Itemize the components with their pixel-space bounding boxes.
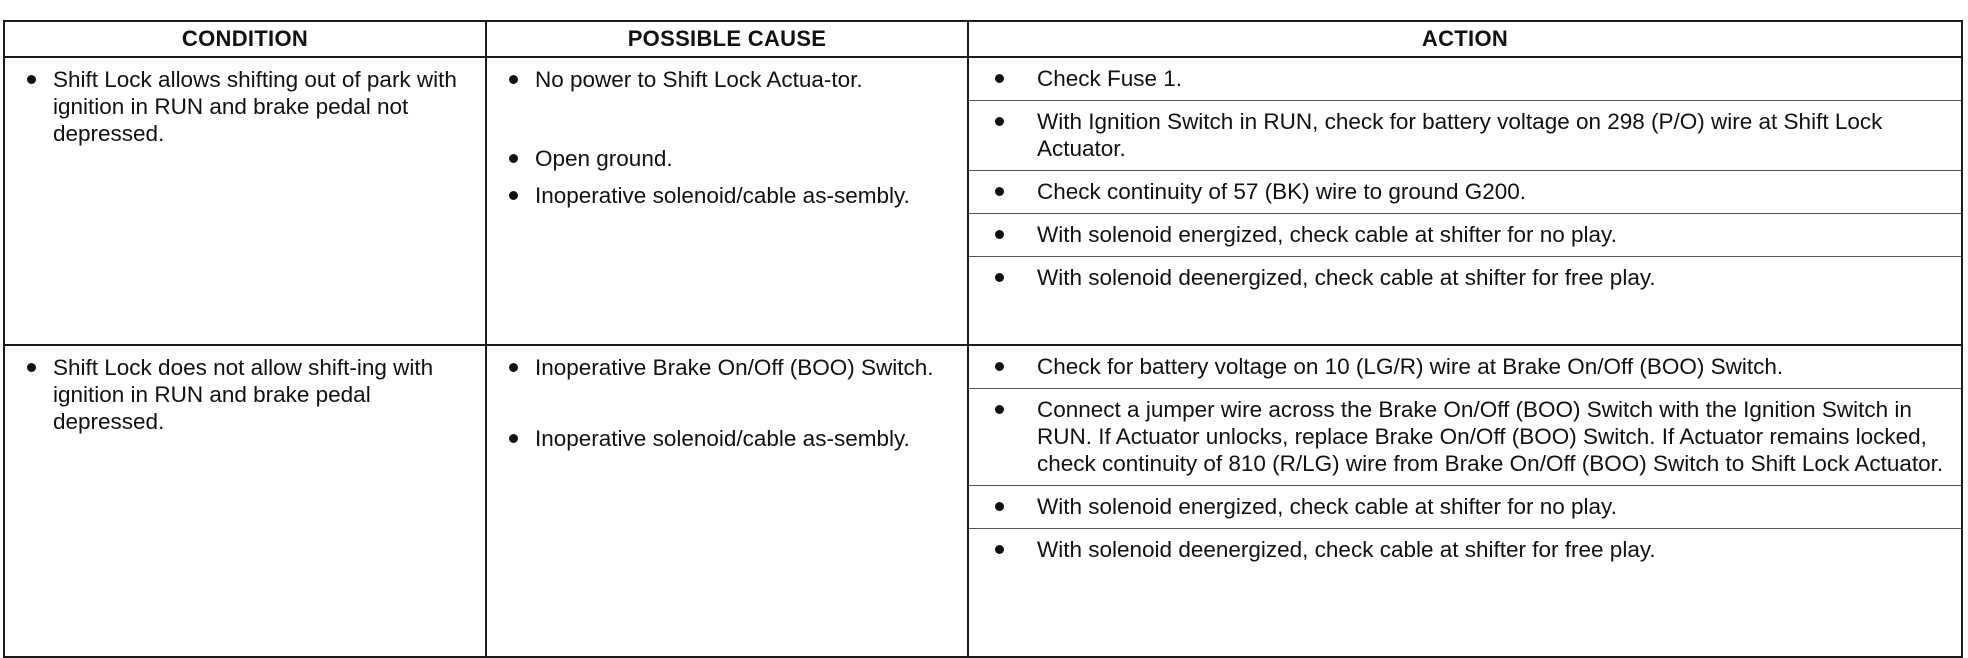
condition-item: [5, 354, 485, 435]
header-row: [4, 21, 1962, 57]
action-item: [969, 389, 1961, 486]
action-text: With solenoid energized, check cable at shifter for no play.: [1037, 222, 1617, 247]
action-cell: [968, 345, 1962, 657]
table-row: [4, 57, 1962, 345]
cause-item: [487, 425, 967, 452]
bullet-icon: [995, 117, 1004, 126]
condition-cell: [4, 57, 486, 345]
cause-item: [487, 145, 967, 172]
bullet-icon: [995, 273, 1004, 282]
action-item: [969, 58, 1961, 101]
bullet-icon: [509, 191, 518, 200]
bullet-icon: [509, 434, 518, 443]
cause-text: Inoperative Brake On/Off (BOO) Switch.: [535, 355, 934, 380]
action-text: With solenoid deenergized, check cable at shifter for free play.: [1037, 537, 1656, 562]
cause-cell: [486, 57, 968, 345]
bullet-icon: [995, 187, 1004, 196]
action-item: [969, 214, 1961, 257]
bullet-icon: [509, 75, 518, 84]
table-row: [4, 345, 1962, 657]
header-condition: CONDITION: [4, 21, 486, 57]
bullet-icon: [995, 230, 1004, 239]
cause-text: Open ground.: [535, 146, 673, 171]
action-cell: [968, 57, 1962, 345]
cause-item: [487, 354, 967, 381]
cause-text: Inoperative solenoid/cable as-sembly.: [535, 183, 910, 208]
action-text: With solenoid deenergized, check cable at shifter for free play.: [1037, 265, 1656, 290]
action-text: Check continuity of 57 (BK) wire to ground G200.: [1037, 179, 1527, 204]
action-item: [969, 257, 1961, 299]
cause-item: [487, 66, 967, 93]
bullet-icon: [995, 362, 1004, 371]
action-item: [969, 171, 1961, 214]
condition-text: Shift Lock does not allow shift-ing with ignition in RUN and brake pedal depressed.: [53, 355, 434, 434]
condition-text: Shift Lock allows shifting out of park with ignition in RUN and brake pedal not depressed.: [53, 67, 457, 146]
bullet-icon: [27, 75, 36, 84]
action-text: With Ignition Switch in RUN, check for battery voltage on 298 (P/O) wire at Shift Lock Actuator.: [1037, 109, 1883, 161]
action-text: Connect a jumper wire across the Brake On/Off (BOO) Switch with the Ignition Switch in RUN. If Actuator unlocks, replace Brake On/Off (BOO) Switch. If Actuator remains locked, check continuity of 810 (R/LG) wire from Brake On/Off (BOO) Switch to Shift Lock Actuator.: [1037, 397, 1944, 476]
bullet-icon: [995, 545, 1004, 554]
action-item: [969, 346, 1961, 389]
cause-text: No power to Shift Lock Actua-tor.: [535, 67, 863, 92]
action-text: With solenoid energized, check cable at shifter for no play.: [1037, 494, 1617, 519]
cause-item: [487, 182, 967, 209]
cause-text: Inoperative solenoid/cable as-sembly.: [535, 426, 910, 451]
action-item: [969, 486, 1961, 529]
action-item: [969, 101, 1961, 171]
diagnostic-table: [3, 20, 1963, 658]
header-possible-cause: POSSIBLE CAUSE: [486, 21, 968, 57]
action-item: [969, 529, 1961, 571]
action-text: Check for battery voltage on 10 (LG/R) wire at Brake On/Off (BOO) Switch.: [1037, 354, 1784, 379]
bullet-icon: [995, 405, 1004, 414]
condition-cell: [4, 345, 486, 657]
header-action: ACTION: [968, 21, 1962, 57]
bullet-icon: [27, 363, 36, 372]
bullet-icon: [509, 154, 518, 163]
cause-cell: [486, 345, 968, 657]
bullet-icon: [995, 74, 1004, 83]
bullet-icon: [509, 363, 518, 372]
action-text: Check Fuse 1.: [1037, 66, 1183, 91]
bullet-icon: [995, 502, 1004, 511]
condition-item: [5, 66, 485, 147]
